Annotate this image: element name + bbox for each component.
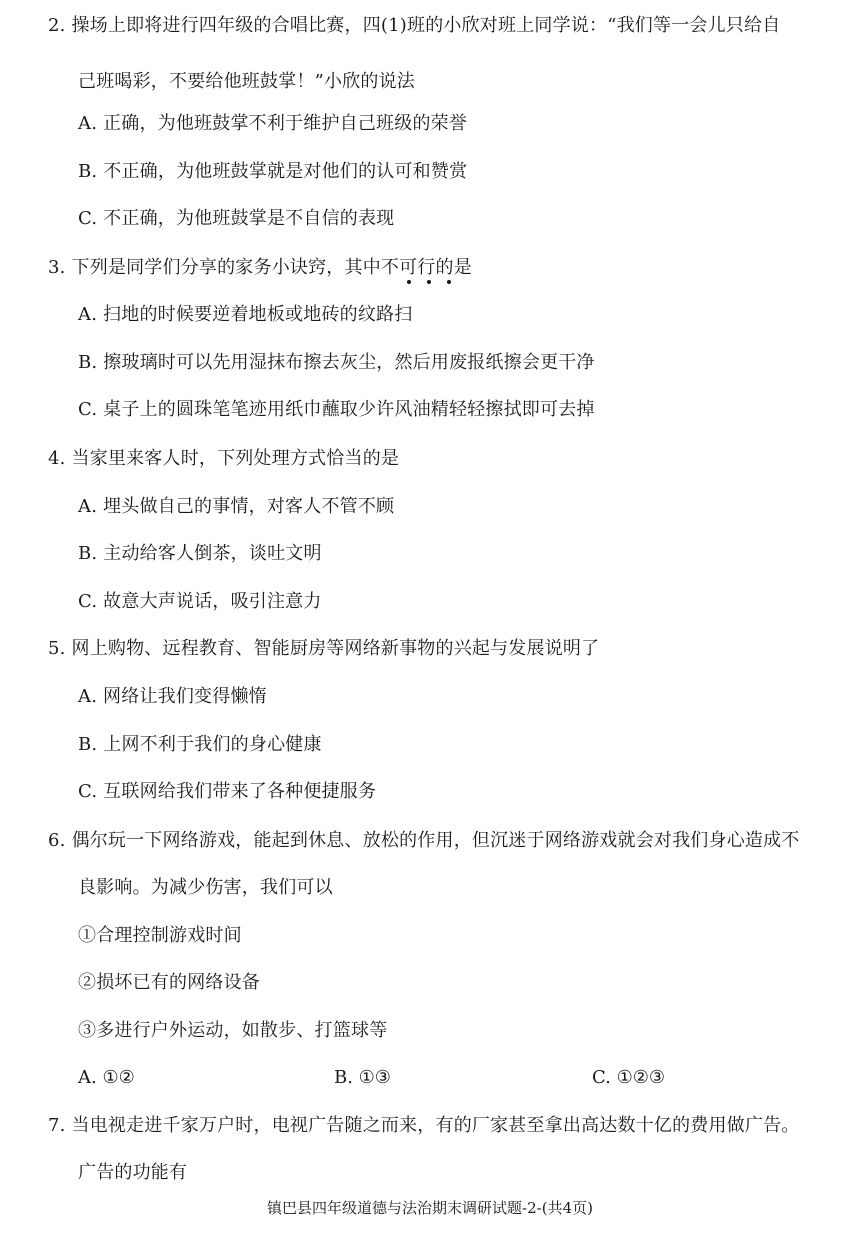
question-5-option-c: C. 互联网给我们带来了各种便捷服务	[78, 781, 377, 802]
emphasis-dots	[405, 280, 465, 284]
question-2-option-a: A. 正确，为他班鼓掌不利于维护自己班级的荣誉	[78, 113, 468, 134]
emphasis-dot	[407, 280, 411, 284]
question-4-option-b: B. 主动给客人倒茶，谈吐文明	[78, 543, 322, 564]
question-7-stem-line-2: 广告的功能有	[78, 1162, 188, 1183]
question-6-stem-line-1: 6. 偶尔玩一下网络游戏，能起到休息、放松的作用，但沉迷于网络游戏就会对我们身心造成不	[48, 830, 800, 851]
question-6-statement-3: ③多进行户外运动，如散步、打篮球等	[78, 1020, 388, 1041]
emphasis-dot	[447, 280, 451, 284]
question-2-stem-line-1: 2. 操场上即将进行四年级的合唱比赛，四(1)班的小欣对班上同学说：“我们等一会儿只给自	[48, 15, 781, 36]
question-6-option-c: C. ①②③	[592, 1067, 665, 1088]
question-5-option-a: A. 网络让我们变得懒惰	[78, 686, 267, 707]
question-6-option-a: A. ①②	[78, 1067, 135, 1088]
question-3-option-b: B. 擦玻璃时可以先用湿抹布擦去灰尘，然后用废报纸擦会更干净	[78, 352, 595, 373]
question-6-statement-1: ①合理控制游戏时间	[78, 925, 242, 946]
question-4-stem: 4. 当家里来客人时，下列处理方式恰当的是	[48, 448, 400, 469]
question-3-stem: 3. 下列是同学们分享的家务小诀窍，其中不可行的是	[48, 257, 472, 278]
question-2-option-c: C. 不正确，为他班鼓掌是不自信的表现	[78, 208, 395, 229]
question-6-options-row	[0, 1066, 860, 1090]
question-5-stem: 5. 网上购物、远程教育、智能厨房等网络新事物的兴起与发展说明了	[48, 638, 600, 659]
question-5-option-b: B. 上网不利于我们的身心健康	[78, 734, 322, 755]
question-2-stem-line-2: 己班喝彩，不要给他班鼓掌！”小欣的说法	[78, 71, 416, 92]
question-6-stem-line-2: 良影响。为减少伤害，我们可以	[78, 877, 333, 898]
question-6-statement-2: ②损坏已有的网络设备	[78, 972, 260, 993]
question-3-option-c: C. 桌子上的圆珠笔笔迹用纸巾蘸取少许风油精轻轻擦拭即可去掉	[78, 399, 595, 420]
question-3-option-a: A. 扫地的时候要逆着地板或地砖的纹路扫	[78, 304, 413, 325]
question-7-stem-line-1: 7. 当电视走进千家万户时，电视广告随之而来，有的厂家甚至拿出高达数十亿的费用做广告。	[48, 1115, 800, 1136]
question-4-option-c: C. 故意大声说话，吸引注意力	[78, 591, 322, 612]
emphasis-dot	[427, 280, 431, 284]
question-4-option-a: A. 埋头做自己的事情，对客人不管不顾	[78, 496, 395, 517]
question-6-option-b: B. ①③	[334, 1067, 391, 1088]
page-footer: 镇巴县四年级道德与法治期末调研试题-2-(共4页)	[267, 1199, 593, 1217]
question-2-option-b: B. 不正确，为他班鼓掌就是对他们的认可和赞赏	[78, 161, 468, 182]
